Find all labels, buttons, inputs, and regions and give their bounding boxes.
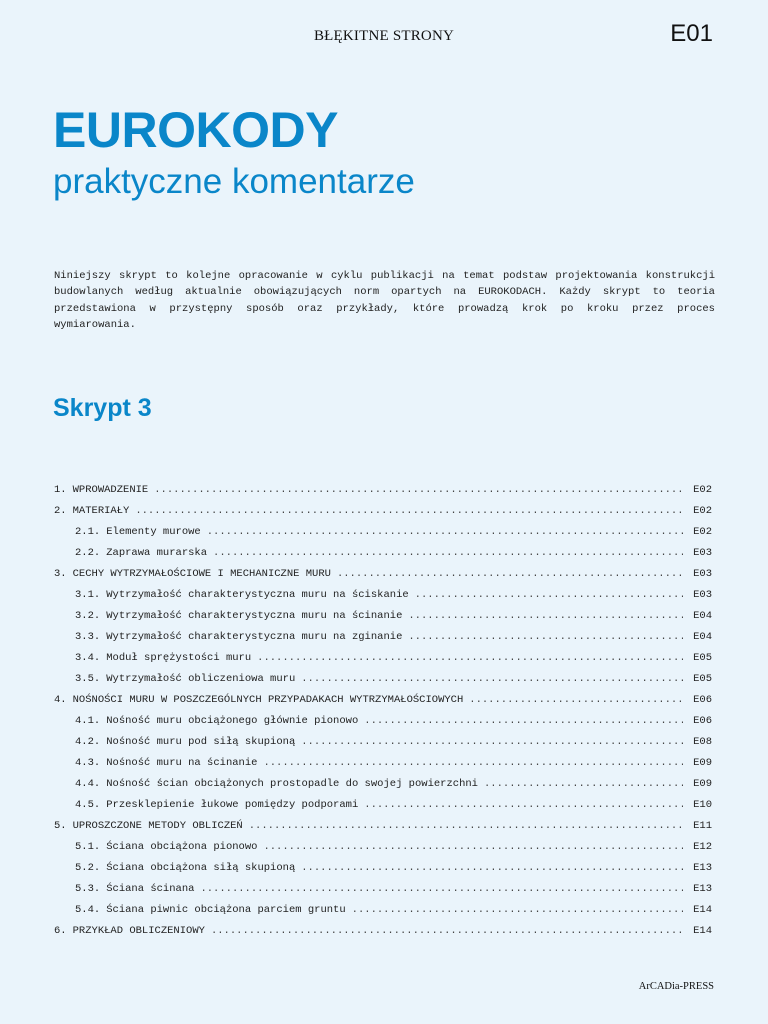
toc-entry-page: E03 xyxy=(693,568,712,580)
toc-entry-page: E06 xyxy=(693,715,712,727)
toc-entry-label: Ściana obciążona siłą skupioną xyxy=(106,862,296,874)
toc-entry-label: CECHY WYTRZYMAŁOŚCIOWE I MECHANICZNE MURU xyxy=(72,568,331,580)
toc-entry-label: Przesklepienie łukowe pomiędzy podporami xyxy=(106,799,359,811)
toc-entry[interactable] xyxy=(54,589,714,610)
toc-dot-leader xyxy=(337,568,683,580)
toc-dot-leader xyxy=(408,631,683,643)
toc-entry-label: Ściana ścinana xyxy=(106,883,195,895)
toc-entry-page: E03 xyxy=(693,589,712,601)
toc-dot-leader xyxy=(263,841,683,853)
toc-dot-leader xyxy=(415,589,683,601)
toc-entry[interactable] xyxy=(54,904,714,925)
toc-dot-leader xyxy=(257,652,683,664)
toc-entry-page: E04 xyxy=(693,631,712,643)
toc-entry-page: E04 xyxy=(693,610,712,622)
toc-entry-page: E02 xyxy=(693,505,712,517)
toc-dot-leader xyxy=(301,736,683,748)
section-title: Skrypt 3 xyxy=(53,394,152,422)
toc-entry-label: MATERIAŁY xyxy=(72,505,130,517)
toc-entry[interactable] xyxy=(54,568,714,589)
toc-entry-label: Moduł sprężystości muru xyxy=(106,652,252,664)
toc-dot-leader xyxy=(364,799,683,811)
toc-entry-number: 6. xyxy=(54,925,67,937)
toc-entry-page: E05 xyxy=(693,673,712,685)
toc-dot-leader xyxy=(364,715,683,727)
toc-entry-label: NOŚNOŚCI MURU W POSZCZEGÓLNYCH PRZYPADAKACH WYTRZYMAŁOŚCIOWYCH xyxy=(72,694,464,706)
toc-entry-number: 5.2. xyxy=(75,862,101,874)
toc-entry[interactable] xyxy=(54,820,714,841)
toc-entry-number: 3.1. xyxy=(75,589,101,601)
toc-entry-page: E09 xyxy=(693,778,712,790)
toc-entry-label: Wytrzymałość charakterystyczna muru na ścinanie xyxy=(106,610,403,622)
toc-entry[interactable] xyxy=(54,547,714,568)
toc-entry-number: 2.2. xyxy=(75,547,101,559)
toc-entry-label: Nośność ścian obciążonych prostopadle do swojej powierzchni xyxy=(106,778,478,790)
toc-entry-label: Ściana piwnic obciążona parciem gruntu xyxy=(106,904,346,916)
toc-entry[interactable] xyxy=(54,799,714,820)
toc-entry[interactable] xyxy=(54,652,714,673)
page-code: E01 xyxy=(670,20,713,47)
toc-entry-number: 4.4. xyxy=(75,778,101,790)
toc-dot-leader xyxy=(211,925,683,937)
toc-entry-label: Ściana obciążona pionowo xyxy=(106,841,258,853)
toc-dot-leader xyxy=(207,526,683,538)
toc-dot-leader xyxy=(200,883,683,895)
toc-entry-label: Wytrzymałość charakterystyczna muru na zginanie xyxy=(106,631,403,643)
toc-entry-page: E13 xyxy=(693,883,712,895)
toc-entry[interactable] xyxy=(54,862,714,883)
toc-entry-page: E13 xyxy=(693,862,712,874)
toc-entry[interactable] xyxy=(54,883,714,904)
toc-entry[interactable] xyxy=(54,778,714,799)
toc-entry-number: 2.1. xyxy=(75,526,101,538)
toc-entry-page: E14 xyxy=(693,925,712,937)
toc-entry-label: Zaprawa murarska xyxy=(106,547,208,559)
toc-entry[interactable] xyxy=(54,925,714,946)
toc-entry-number: 3.5. xyxy=(75,673,101,685)
toc-entry-label: Nośność muru pod siłą skupioną xyxy=(106,736,296,748)
toc-entry-number: 3.3. xyxy=(75,631,101,643)
toc-dot-leader xyxy=(213,547,683,559)
toc-entry-page: E12 xyxy=(693,841,712,853)
toc-entry-page: E10 xyxy=(693,799,712,811)
toc-entry-number: 2. xyxy=(54,505,67,517)
toc-entry-page: E02 xyxy=(693,484,712,496)
toc-entry[interactable] xyxy=(54,673,714,694)
toc-entry[interactable] xyxy=(54,757,714,778)
toc-entry-number: 4.2. xyxy=(75,736,101,748)
toc-dot-leader xyxy=(301,862,683,874)
toc-entry-page: E11 xyxy=(693,820,712,832)
toc-entry-label: Nośność muru na ścinanie xyxy=(106,757,258,769)
toc-dot-leader xyxy=(135,505,683,517)
intro-paragraph: Niniejszy skrypt to kolejne opracowanie w cyklu publikacji na temat podstaw projektowania konstrukcji budowlanych według aktualnie obowiązujących norm opartych na EUROKODACH. Każdy skrypt to teoria przedstawiona w przystępny sposób oraz przykłady, które prowadzą krok po kroku przez proces wymiarowania. xyxy=(54,270,715,332)
toc-dot-leader xyxy=(249,820,683,832)
toc-entry-label: Wytrzymałość charakterystyczna muru na ściskanie xyxy=(106,589,409,601)
toc-entry[interactable] xyxy=(54,694,714,715)
toc-dot-leader xyxy=(263,757,683,769)
subtitle: praktyczne komentarze xyxy=(53,162,415,201)
toc-entry-label: Wytrzymałość obliczeniowa muru xyxy=(106,673,296,685)
toc-entry[interactable] xyxy=(54,841,714,862)
toc-entry-page: E14 xyxy=(693,904,712,916)
toc-dot-leader xyxy=(469,694,683,706)
toc-entry[interactable] xyxy=(54,736,714,757)
toc-entry-number: 3. xyxy=(54,568,67,580)
toc-entry-page: E03 xyxy=(693,547,712,559)
table-of-contents xyxy=(54,484,714,946)
toc-entry[interactable] xyxy=(54,631,714,652)
toc-entry[interactable] xyxy=(54,526,714,547)
toc-entry-page: E08 xyxy=(693,736,712,748)
toc-entry-number: 5.4. xyxy=(75,904,101,916)
toc-entry-label: PRZYKŁAD OBLICZENIOWY xyxy=(72,925,205,937)
toc-entry-label: Nośność muru obciążonego głównie pionowo xyxy=(106,715,359,727)
toc-entry[interactable] xyxy=(54,715,714,736)
toc-entry-number: 3.2. xyxy=(75,610,101,622)
toc-entry-number: 1. xyxy=(54,484,67,496)
toc-entry[interactable] xyxy=(54,484,714,505)
toc-entry-label: UPROSZCZONE METODY OBLICZEŃ xyxy=(72,820,243,832)
toc-entry-page: E05 xyxy=(693,652,712,664)
toc-entry-page: E06 xyxy=(693,694,712,706)
toc-dot-leader xyxy=(408,610,683,622)
toc-dot-leader xyxy=(352,904,683,916)
main-title: EUROKODY xyxy=(53,102,338,158)
toc-dot-leader xyxy=(154,484,683,496)
toc-entry-number: 3.4. xyxy=(75,652,101,664)
toc-entry-label: Elementy murowe xyxy=(106,526,201,538)
toc-entry[interactable] xyxy=(54,505,714,526)
toc-entry-number: 4.1. xyxy=(75,715,101,727)
toc-entry-number: 4.5. xyxy=(75,799,101,811)
toc-entry-number: 5.1. xyxy=(75,841,101,853)
toc-entry-number: 5. xyxy=(54,820,67,832)
toc-entry-number: 5.3. xyxy=(75,883,101,895)
toc-entry-number: 4.3. xyxy=(75,757,101,769)
toc-dot-leader xyxy=(484,778,683,790)
publisher-footer: ArCADia-PRESS xyxy=(638,981,714,992)
toc-entry-label: WPROWADZENIE xyxy=(72,484,149,496)
toc-entry-page: E02 xyxy=(693,526,712,538)
header-title: BŁĘKITNE STRONY xyxy=(313,28,455,44)
toc-entry-page: E09 xyxy=(693,757,712,769)
toc-entry-number: 4. xyxy=(54,694,67,706)
toc-entry[interactable] xyxy=(54,610,714,631)
toc-dot-leader xyxy=(301,673,683,685)
